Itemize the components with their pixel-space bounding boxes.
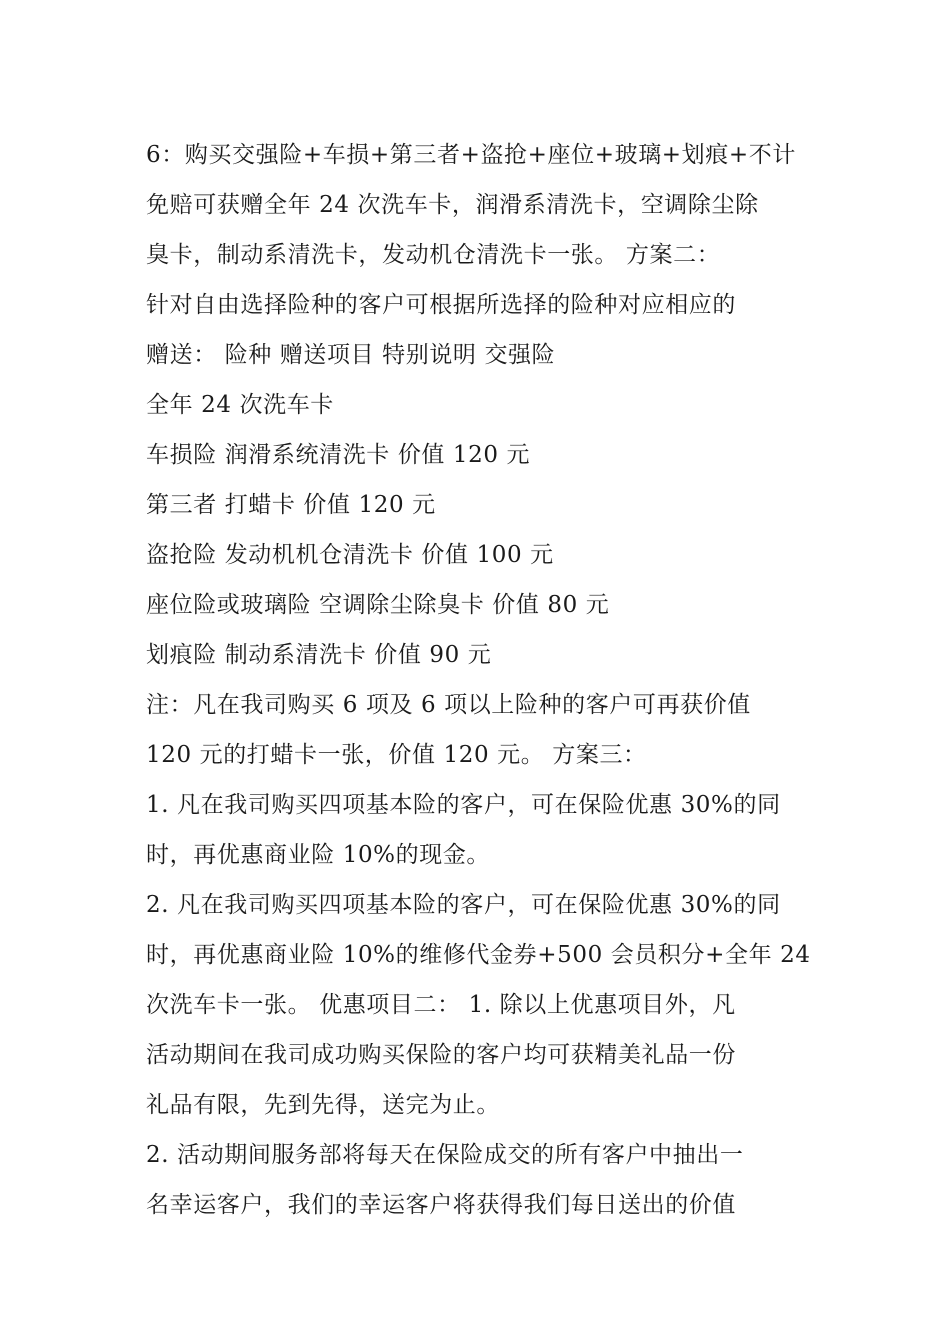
text-line: 次洗车卡一张。 优惠项目二： 1. 除以上优惠项目外，凡 [146,992,736,1018]
text-line: 礼品有限，先到先得，送完为止。 [146,1092,500,1118]
document-body [146,130,814,1230]
text-line: 时，再优惠商业险 10%的现金。 [146,842,491,868]
text-line: 2. 活动期间服务部将每天在保险成交的所有客户中抽出一 [146,1142,744,1168]
text-line: 划痕险 制动系清洗卡 价值 90 元 [146,642,492,668]
text-line: 名幸运客户，我们的幸运客户将获得我们每日送出的价值 [146,1192,736,1218]
text-line: 全年 24 次洗车卡 [146,392,334,418]
text-line: 1. 凡在我司购买四项基本险的客户，可在保险优惠 30%的同 [146,792,781,818]
text-line: 时，再优惠商业险 10%的维修代金券+500 会员积分+全年 24 [146,942,811,968]
text-line: 赠送： 险种 赠送项目 特别说明 交强险 [146,342,556,368]
text-line: 2. 凡在我司购买四项基本险的客户，可在保险优惠 30%的同 [146,892,781,918]
text-line: 注：凡在我司购买 6 项及 6 项以上险种的客户可再获价值 [146,692,751,718]
text-line: 6：购买交强险+车损+第三者+盗抢+座位+玻璃+划痕+不计 [146,142,796,168]
text-line: 活动期间在我司成功购买保险的客户均可获精美礼品一份 [146,1042,736,1068]
text-line: 臭卡，制动系清洗卡，发动机仓清洗卡一张。 方案二： [146,242,721,268]
text-line: 第三者 打蜡卡 价值 120 元 [146,492,436,518]
text-line: 车损险 润滑系统清洗卡 价值 120 元 [146,442,531,468]
text-line: 针对自由选择险种的客户可根据所选择的险种对应相应的 [146,292,736,318]
text-line: 盗抢险 发动机机仓清洗卡 价值 100 元 [146,542,554,568]
text-line: 120 元的打蜡卡一张，价值 120 元。 方案三： [146,742,647,768]
text-line: 座位险或玻璃险 空调除尘除臭卡 价值 80 元 [146,592,610,618]
text-line: 免赔可获赠全年 24 次洗车卡，润滑系清洗卡，空调除尘除 [146,192,759,218]
